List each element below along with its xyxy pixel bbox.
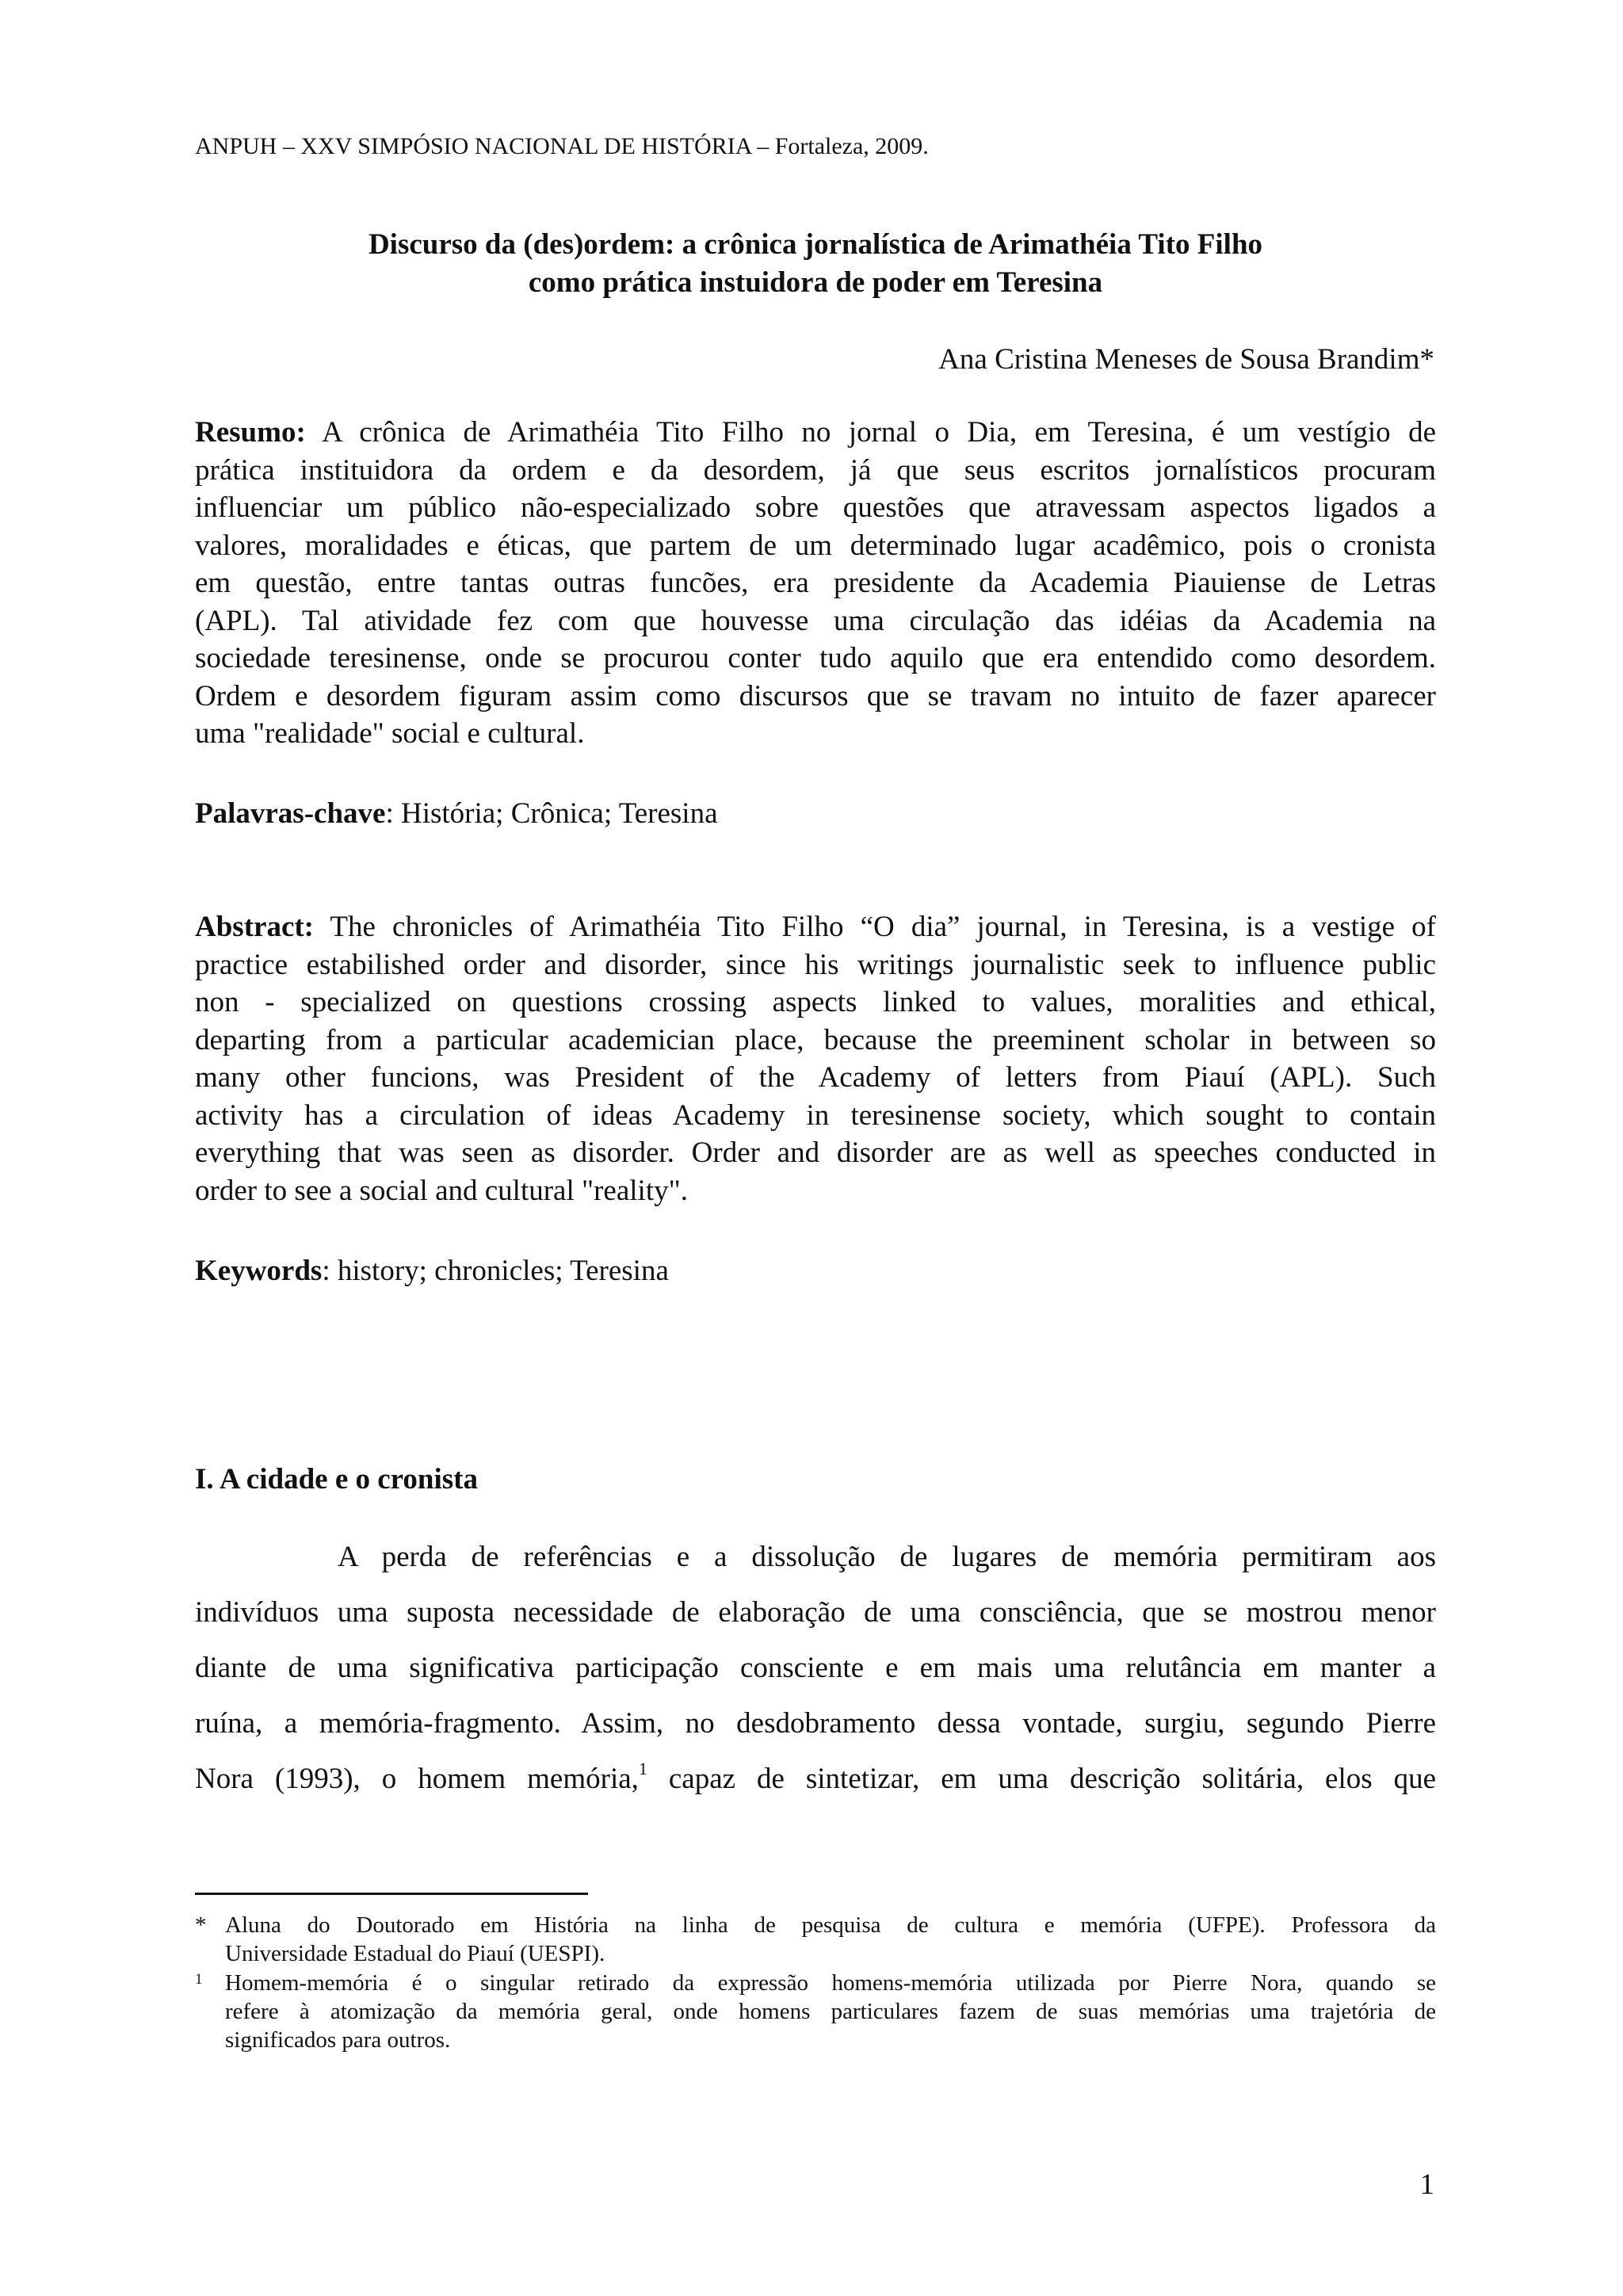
body-line: Nora (1993), o homem memória,$^1$ capaz de sintetizar, em uma descrição solitária, elos que bbox=[195, 1758, 1437, 1795]
resumo-line: influenciar um público não-especializado sobre questões que atravessam aspectos ligados a bbox=[195, 491, 1436, 524]
body-line: ruína, a memória-fragmento. Assim, no desdobramento dessa vontade, surgiu, segundo Pierre bbox=[195, 1707, 1436, 1740]
abstract-line: many other funcions, was President of the Academy of letters from Piauí (APL). Such bbox=[195, 1061, 1436, 1094]
footnote-line: Aluna do Doutorado em História na linha de pesquisa de cultura e memória (UFPE). Professora da bbox=[225, 1912, 1436, 1938]
body-line: diante de uma significativa participação consciente e em mais uma relutância em manter a bbox=[195, 1652, 1436, 1684]
keywords-en-label: Keywords bbox=[195, 1255, 323, 1287]
title-line-2: como prática instuidora de poder em Teresina bbox=[528, 266, 1103, 299]
paper-title bbox=[195, 226, 1436, 302]
author-name: Ana Cristina Meneses de Sousa Brandim* bbox=[938, 343, 1434, 376]
section-heading: I. A cidade e o cronista bbox=[195, 1463, 478, 1496]
page-number: 1 bbox=[1419, 2168, 1434, 2201]
footnote-mark: * bbox=[195, 1912, 207, 1938]
abstract-line: departing from a particular academician place, because the preeminent scholar in between so bbox=[195, 1023, 1436, 1056]
footnote-line: refere à atomização da memória geral, onde homens particulares fazem de suas memórias uma trajetória de bbox=[225, 1999, 1436, 2024]
resumo-line: prática instituidora da ordem e da desordem, já que seus escritos jornalísticos procuram bbox=[195, 453, 1436, 487]
abstract-label: Abstract: bbox=[195, 911, 315, 943]
running-header: ANPUH – XXV SIMPÓSIO NACIONAL DE HISTÓRIA – Fortaleza, 2009. bbox=[195, 133, 929, 159]
resumo-line: Ordem e desordem figuram assim como discursos que se travam no intuito de fazer aparecer bbox=[195, 679, 1436, 712]
footnote-ref[interactable]: 1 bbox=[638, 1758, 647, 1778]
keywords-pt-label: Palavras-chave bbox=[195, 797, 386, 830]
resumo-line: (APL). Tal atividade fez com que houvesse uma circulação das idéias da Academia na bbox=[195, 604, 1436, 637]
resumo-line: sociedade teresinense, onde se procurou conter tudo aquilo que era entendido como desordem. bbox=[195, 642, 1436, 674]
footnote-author bbox=[195, 1911, 1436, 1968]
footnote-line: Homem-memória é o singular retirado da expressão homens-memória utilizada por Pierre Nora, quando se bbox=[225, 1970, 1436, 1996]
abstract-paragraph bbox=[195, 908, 1436, 1209]
resumo-line: uma "realidade" social e cultural. bbox=[195, 717, 585, 750]
keywords-pt-text: : História; Crônica; Teresina bbox=[385, 797, 718, 830]
keywords-en bbox=[195, 1252, 1436, 1290]
resumo-paragraph bbox=[195, 414, 1436, 753]
abstract-line: non - specialized on questions crossing aspects linked to values, moralities and ethical, bbox=[195, 986, 1436, 1018]
abstract-line: everything that was seen as disorder. Order and disorder are as well as speeches conducted in bbox=[195, 1137, 1436, 1169]
footnote-line: Universidade Estadual do Piauí (UESPI). bbox=[225, 1941, 605, 1966]
keywords-en-text: : history; chronicles; Teresina bbox=[322, 1255, 669, 1287]
resumo-line: Resumo: A crônica de Arimathéia Tito Filho no jornal o Dia, em Teresina, é um vestígio de bbox=[195, 416, 1436, 449]
body-line: A perda de referências e a dissolução de lugares de memória permitiram aos bbox=[338, 1541, 1436, 1573]
footnote-1 bbox=[195, 1969, 1436, 2054]
body-paragraph bbox=[195, 1530, 1436, 1807]
resumo-line: valores, moralidades e éticas, que partem de um determinado lugar acadêmico, pois o cronista bbox=[195, 529, 1436, 562]
abstract-line: practice estabilished order and disorder, since his writings journalistic seek to influence public bbox=[195, 948, 1436, 981]
body-line: indivíduos uma suposta necessidade de elaboração de uma consciência, que se mostrou menor bbox=[195, 1596, 1436, 1629]
resumo-label: Resumo: bbox=[195, 416, 306, 449]
abstract-line: order to see a social and cultural "reality". bbox=[195, 1174, 688, 1207]
footnote-divider bbox=[195, 1893, 588, 1895]
abstract-line: Abstract: The chronicles of Arimathéia Tito Filho “O dia” journal, in Teresina, is a vestige of bbox=[195, 911, 1436, 943]
resumo-line: em questão, entre tantas outras funcões, era presidente da Academia Piauiense de Letras bbox=[195, 567, 1436, 599]
title-line-1: Discurso da (des)ordem: a crônica jornalística de Arimathéia Tito Filho bbox=[368, 228, 1263, 261]
keywords-pt bbox=[195, 795, 1436, 833]
footnote-mark: 1 bbox=[195, 1971, 203, 1988]
footnote-line: significados para outros. bbox=[225, 2027, 451, 2053]
abstract-line: activity has a circulation of ideas Academy in teresinense society, which sought to contain bbox=[195, 1098, 1436, 1132]
